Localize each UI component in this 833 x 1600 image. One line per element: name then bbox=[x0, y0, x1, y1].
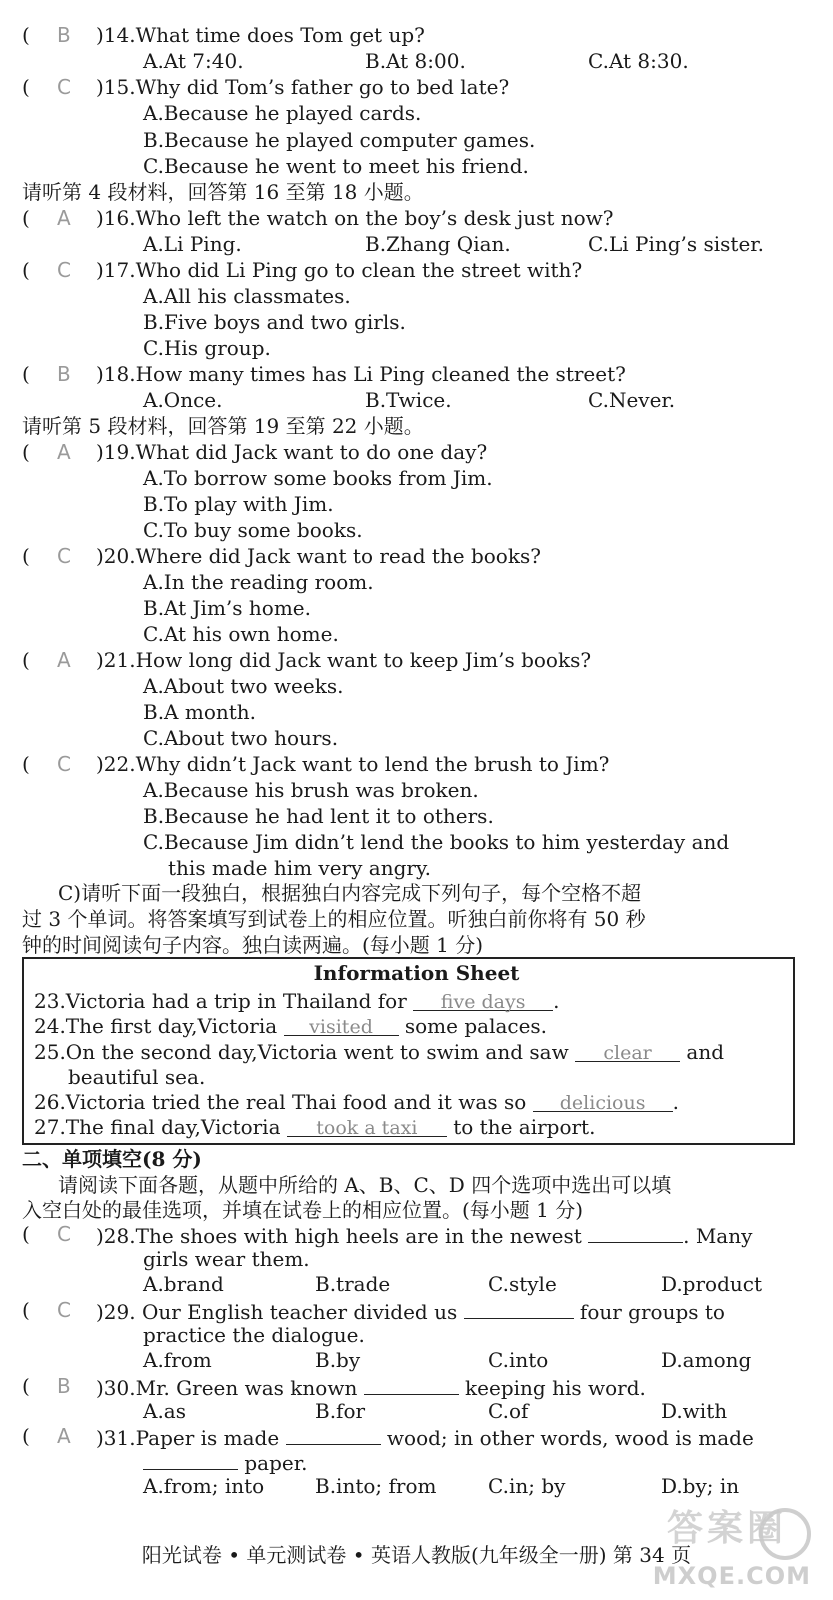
section-note: 请听第 5 段材料，回答第 19 至第 22 小题。 bbox=[22, 414, 424, 438]
option: B.for bbox=[315, 1399, 366, 1423]
option: A.To borrow some books from Jim. bbox=[143, 466, 493, 490]
option: D.by; in bbox=[661, 1474, 740, 1498]
answer-blank[interactable]: visited bbox=[284, 1014, 399, 1036]
info-item: 23.Victoria had a trip in Thailand for five days . bbox=[34, 989, 560, 1013]
option: B.trade bbox=[315, 1272, 391, 1296]
question-row: ( C )22.Why didn’t Jack want to lend the brush to Jim? bbox=[22, 752, 610, 776]
option: C.Because Jim didn’t lend the books to him yesterday and bbox=[143, 830, 730, 854]
option: B.Five boys and two girls. bbox=[143, 310, 406, 334]
option: C.Because he went to meet his friend. bbox=[143, 154, 529, 178]
question-continuation: practice the dialogue. bbox=[143, 1323, 365, 1347]
info-item: 25.On the second day,Victoria went to swim and saw clear and bbox=[34, 1040, 725, 1064]
option: C.into bbox=[488, 1348, 549, 1372]
part2-instruction: 请阅读下面各题，从题中所给的 A、B、C、D 四个选项中选出可以填 bbox=[58, 1173, 672, 1197]
answer-mark: C bbox=[57, 1298, 71, 1322]
option: C.To buy some books. bbox=[143, 518, 363, 542]
answer-mark: B bbox=[57, 23, 71, 47]
options-row bbox=[0, 1473, 833, 1499]
page-footer: 阳光试卷 • 单元测试卷 • 英语人教版(九年级全一册) 第 34 页 bbox=[141, 1543, 692, 1567]
option: B.by bbox=[315, 1348, 361, 1372]
question-continuation: girls wear them. bbox=[143, 1247, 310, 1271]
option: A.Li Ping. bbox=[143, 232, 242, 256]
answer-mark: A bbox=[57, 1424, 71, 1448]
section-c-instruction: C)请听下面一段独白，根据独白内容完成下列句子，每个空格不超 bbox=[58, 881, 642, 905]
option: A.At 7:40. bbox=[143, 49, 244, 73]
info-item: 26.Victoria tried the real Thai food and it was so delicious . bbox=[34, 1090, 679, 1114]
option: B.At 8:00. bbox=[365, 49, 466, 73]
question-row: ( A )19.What did Jack want to do one day? bbox=[22, 440, 488, 464]
question-row: ( A )21.How long did Jack want to keep Jim’s books? bbox=[22, 648, 592, 672]
answer-blank[interactable]: delicious bbox=[533, 1090, 673, 1112]
option: B.To play with Jim. bbox=[143, 492, 334, 516]
question-text: )19.What did Jack want to do one day? bbox=[96, 440, 488, 464]
info-item-continuation: beautiful sea. bbox=[68, 1065, 206, 1089]
answer-blank[interactable]: five days bbox=[413, 989, 553, 1011]
info-item: 27.The final day,Victoria took a taxi to the airport. bbox=[34, 1115, 596, 1139]
question-row: ( C )20.Where did Jack want to read the books? bbox=[22, 544, 541, 568]
question-text: )18.How many times has Li Ping cleaned the street? bbox=[96, 362, 626, 386]
information-sheet-title: Information Sheet bbox=[313, 961, 520, 985]
option: A.from bbox=[143, 1348, 212, 1372]
option: B.Twice. bbox=[365, 388, 452, 412]
question-continuation: paper. bbox=[0, 1448, 833, 1474]
question-row: ( B )14.What time does Tom get up? bbox=[22, 23, 425, 47]
answer-mark: B bbox=[57, 362, 71, 386]
option: C.About two hours. bbox=[143, 726, 339, 750]
option: C.At 8:30. bbox=[588, 49, 689, 73]
option: D.among bbox=[661, 1348, 752, 1372]
question-row: ( C )28.The shoes with high heels are in the newest . Many bbox=[22, 1222, 753, 1248]
option: A.In the reading room. bbox=[143, 570, 374, 594]
options-row bbox=[0, 48, 833, 74]
question-row: ( B )18.How many times has Li Ping cleaned the street? bbox=[22, 362, 626, 386]
option: C.in; by bbox=[488, 1474, 566, 1498]
option: C.Li Ping’s sister. bbox=[588, 232, 765, 256]
option: A.from; into bbox=[143, 1474, 265, 1498]
question-row: ( A )16.Who left the watch on the boy’s desk just now? bbox=[22, 206, 614, 230]
site-watermark-logo: 答案圈 MXQE.COM bbox=[652, 1508, 811, 1590]
question-row: ( C )17.Who did Li Ping go to clean the street with? bbox=[22, 258, 583, 282]
answer-mark: C bbox=[57, 752, 71, 776]
option: A.Because he played cards. bbox=[143, 101, 422, 125]
section-note: 请听第 4 段材料，回答第 16 至第 18 小题。 bbox=[22, 180, 424, 204]
option: A.as bbox=[143, 1399, 186, 1423]
option: A.Once. bbox=[143, 388, 223, 412]
answer-blank[interactable] bbox=[588, 1221, 683, 1243]
option: C.At his own home. bbox=[143, 622, 339, 646]
answer-blank[interactable]: took a taxi bbox=[287, 1115, 447, 1137]
answer-blank[interactable]: clear bbox=[575, 1040, 680, 1062]
option: A.About two weeks. bbox=[143, 674, 344, 698]
answer-blank[interactable] bbox=[364, 1373, 459, 1395]
answer-mark: A bbox=[57, 206, 71, 230]
question-text: )14.What time does Tom get up? bbox=[96, 23, 425, 47]
answer-mark: C bbox=[57, 544, 71, 568]
option: B.Because he had lent it to others. bbox=[143, 804, 494, 828]
option: B.into; from bbox=[315, 1474, 437, 1498]
options-row bbox=[0, 1347, 833, 1373]
option: A.Because his brush was broken. bbox=[143, 778, 479, 802]
answer-mark: C bbox=[57, 258, 71, 282]
answer-blank[interactable] bbox=[464, 1297, 574, 1319]
answer-mark: C bbox=[57, 75, 71, 99]
option: A.All his classmates. bbox=[143, 284, 351, 308]
question-text: )21.How long did Jack want to keep Jim’s books? bbox=[96, 648, 592, 672]
option: C.His group. bbox=[143, 336, 271, 360]
section-c-instruction: 过 3 个单词。将答案填写到试卷上的相应位置。听独白前你将有 50 秒 bbox=[22, 907, 646, 931]
question-row: ( B )30.Mr. Green was known keeping his word. bbox=[22, 1374, 646, 1400]
option: B.At Jim’s home. bbox=[143, 596, 311, 620]
answer-mark: A bbox=[57, 648, 71, 672]
answer-mark: A bbox=[57, 440, 71, 464]
option: C.of bbox=[488, 1399, 529, 1423]
question-row: ( C )15.Why did Tom’s father go to bed late? bbox=[22, 75, 510, 99]
question-text: )20.Where did Jack want to read the books? bbox=[96, 544, 541, 568]
options-row bbox=[0, 231, 833, 257]
section-c-instruction: 钟的时间阅读句子内容。独白读两遍。(每小题 1 分) bbox=[22, 933, 484, 957]
option: C.style bbox=[488, 1272, 557, 1296]
option: B.Because he played computer games. bbox=[143, 128, 536, 152]
answer-blank[interactable] bbox=[286, 1423, 381, 1445]
question-text: )22.Why didn’t Jack want to lend the brush to Jim? bbox=[96, 752, 610, 776]
question-text: )15.Why did Tom’s father go to bed late? bbox=[96, 75, 510, 99]
options-row bbox=[0, 1271, 833, 1297]
part2-instruction: 入空白处的最佳选项，并填在试卷上的相应位置。(每小题 1 分) bbox=[22, 1198, 584, 1222]
question-text: )17.Who did Li Ping go to clean the street with? bbox=[96, 258, 583, 282]
option: D.product bbox=[661, 1272, 763, 1296]
options-row bbox=[0, 1398, 833, 1424]
answer-mark: B bbox=[57, 1374, 71, 1398]
options-row bbox=[0, 387, 833, 413]
option: B.Zhang Qian. bbox=[365, 232, 511, 256]
answer-mark: C bbox=[57, 1222, 71, 1246]
part2-heading: 二、单项填空(8 分) bbox=[22, 1147, 202, 1171]
option: B.A month. bbox=[143, 700, 257, 724]
question-row: ( A )31.Paper is made wood; in other words, wood is made bbox=[22, 1424, 754, 1450]
info-item: 24.The first day,Victoria visited some palaces. bbox=[34, 1014, 548, 1038]
question-text: )16.Who left the watch on the boy’s desk just now? bbox=[96, 206, 614, 230]
option: C.Never. bbox=[588, 388, 676, 412]
option: A.brand bbox=[143, 1272, 224, 1296]
question-row: ( C )29. Our English teacher divided us four groups to bbox=[22, 1298, 725, 1324]
option: D.with bbox=[661, 1399, 728, 1423]
answer-blank[interactable] bbox=[143, 1448, 238, 1470]
option-continuation: this made him very angry. bbox=[168, 856, 431, 880]
